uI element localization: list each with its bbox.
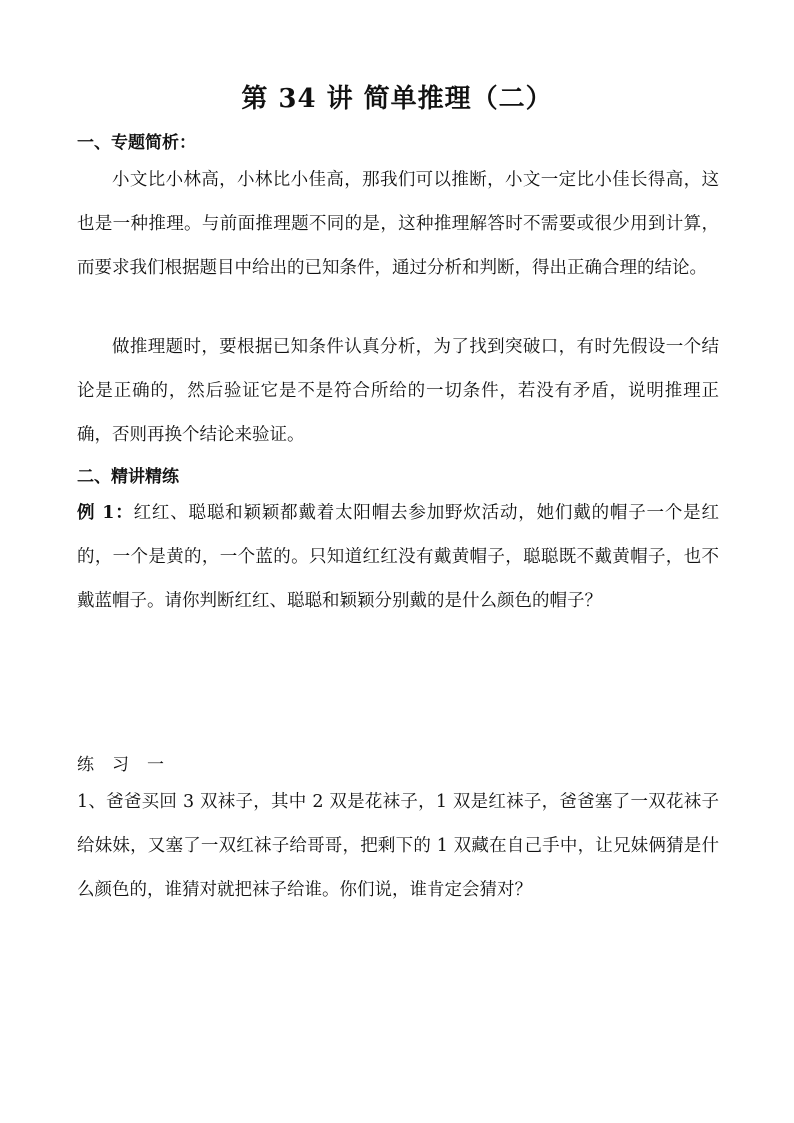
analysis-paragraph-1: 小文比小林高，小林比小佳高，那我们可以推断，小文一定比小佳长得高，这也是一种推理。与前面推理题不同的是，这种推理解答时不需要或很少用到计算，而要求我们根据题目中给出的已知条件，通过分析和判断，得出正确合理的结论。 xyxy=(77,170,719,278)
exercise-question-1: 1、爸爸买回 3 双袜子，其中 2 双是花袜子，1 双是红袜子，爸爸塞了一双花袜子给妹妹，又塞了一双红袜子给哥哥，把剩下的 1 双藏在自己手中，让兄妹俩猜是什么颜色的，谁猜对就把袜子给谁。你们说，谁肯定会猜对？ xyxy=(77,792,719,900)
page-title: 第 34 讲 简单推理（二） xyxy=(241,84,553,114)
example-1-label: 例 1： xyxy=(77,503,134,523)
exercise-heading: 练习一 xyxy=(77,755,182,775)
section-heading-practice: 二、精讲精练 xyxy=(77,467,179,487)
example-1 xyxy=(77,491,719,623)
section-heading-analysis: 一、专题简析： xyxy=(77,133,196,153)
example-1-text: 红红、聪聪和颖颖都戴着太阳帽去参加野炊活动，她们戴的帽子一个是红的，一个是黄的，一个蓝的。只知道红红没有戴黄帽子，聪聪既不戴黄帽子，也不戴蓝帽子。请你判断红红、聪聪和颖颖分别戴的是什么颜色的帽子？ xyxy=(77,503,719,611)
analysis-paragraph-2: 做推理题时，要根据已知条件认真分析，为了找到突破口，有时先假设一个结论是正确的，然后验证它是不是符合所给的一切条件，若没有矛盾，说明推理正确，否则再换个结论来验证。 xyxy=(77,337,719,445)
